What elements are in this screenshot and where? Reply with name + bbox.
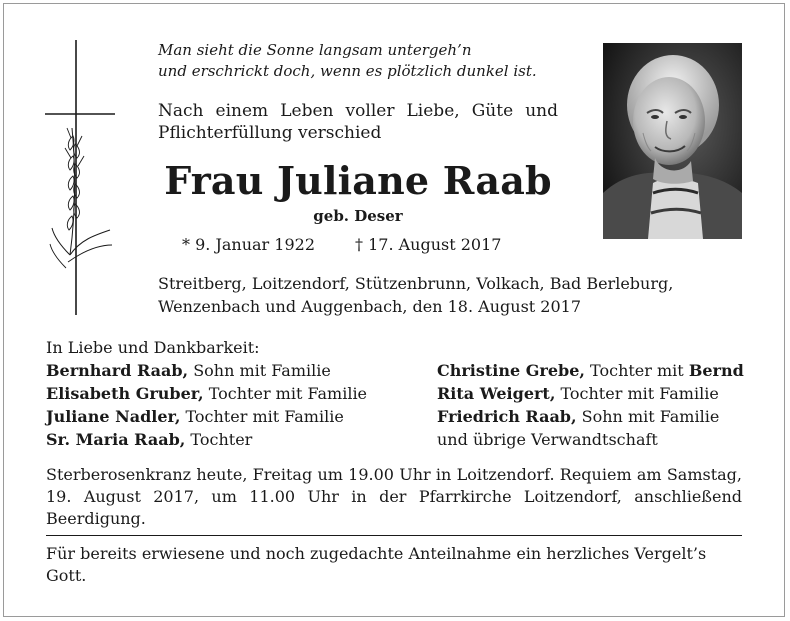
list-item [437,382,757,405]
birth-date: * 9. Januar 1922 [182,235,315,254]
poem-line: und erschrickt doch, wenn es plötzlich dunkel ist. [158,62,537,80]
mourner-name: Sr. Maria Raab, [46,430,186,449]
mourner-name: Rita Weigert, [437,384,556,403]
mourner-relation: Sohn mit Familie [576,407,720,426]
mourner-name: Juliane Nadler, [46,407,181,426]
deceased-name: Frau Juliane Raab [164,158,552,203]
poem [158,40,588,82]
list-item [437,428,757,451]
mourners-left-column [46,359,426,451]
places-and-date [158,272,718,318]
mourner-relation: Sohn mit Familie [188,361,331,380]
mourner-relation: Tochter mit Familie [555,384,719,403]
mourner-name: Bernhard Raab, [46,361,189,380]
death-date: † 17. August 2017 [355,235,502,254]
mourner-relation: Tochter mit Familie [203,384,368,403]
mourner-name: Friedrich Raab, [437,407,577,426]
list-item [437,359,757,382]
list-item [46,405,426,428]
cross-with-wheat-icon [40,40,140,315]
list-item [46,428,426,451]
places-line: Wenzenbach und Auggenbach, den 18. August 2017 [158,297,582,316]
intro-text: Nach einem Leben voller Liebe, Güte und Pflichterfüllung verschied [158,101,558,143]
mourner-name: Elisabeth Gruber, [46,384,204,403]
mourner-relation: Tochter [185,430,253,449]
maiden-name: geb. Deser [313,207,403,225]
mourner-relation: Tochter mit [584,361,689,380]
portrait-image [603,43,742,239]
mourner-relation: Tochter mit Familie [180,407,344,426]
closing-thanks: Für bereits erwiesene und noch zugedachte Anteilnahme ein herzliches Vergelt’s Gott. [46,544,707,585]
places-line: Streitberg, Loitzendorf, Stützenbrunn, Volkach, Bad Berleburg, [158,274,674,293]
mourner-relation: und übrige Verwandtschaft [437,430,658,449]
mourners-right-column [437,359,757,451]
list-item [46,359,426,382]
list-item [46,382,426,405]
list-item [437,405,757,428]
mourner-name: Christine Grebe, [437,361,585,380]
mourner-partner-name: Bernd [688,361,744,380]
poem-line: Man sieht die Sonne langsam untergeh’n [158,41,472,59]
portrait-photo [603,43,742,239]
service-info: Sterberosenkranz heute, Freitag um 19.00 Uhr in Loitzendorf. Requiem am Samstag, 19. August 2017, um 11.00 Uhr in der Pfarrkirche Loitzendorf, anschließend Beerdigung. [46,465,742,528]
mourners-label: In Liebe und Dankbarkeit: [46,338,260,357]
divider [46,535,742,536]
